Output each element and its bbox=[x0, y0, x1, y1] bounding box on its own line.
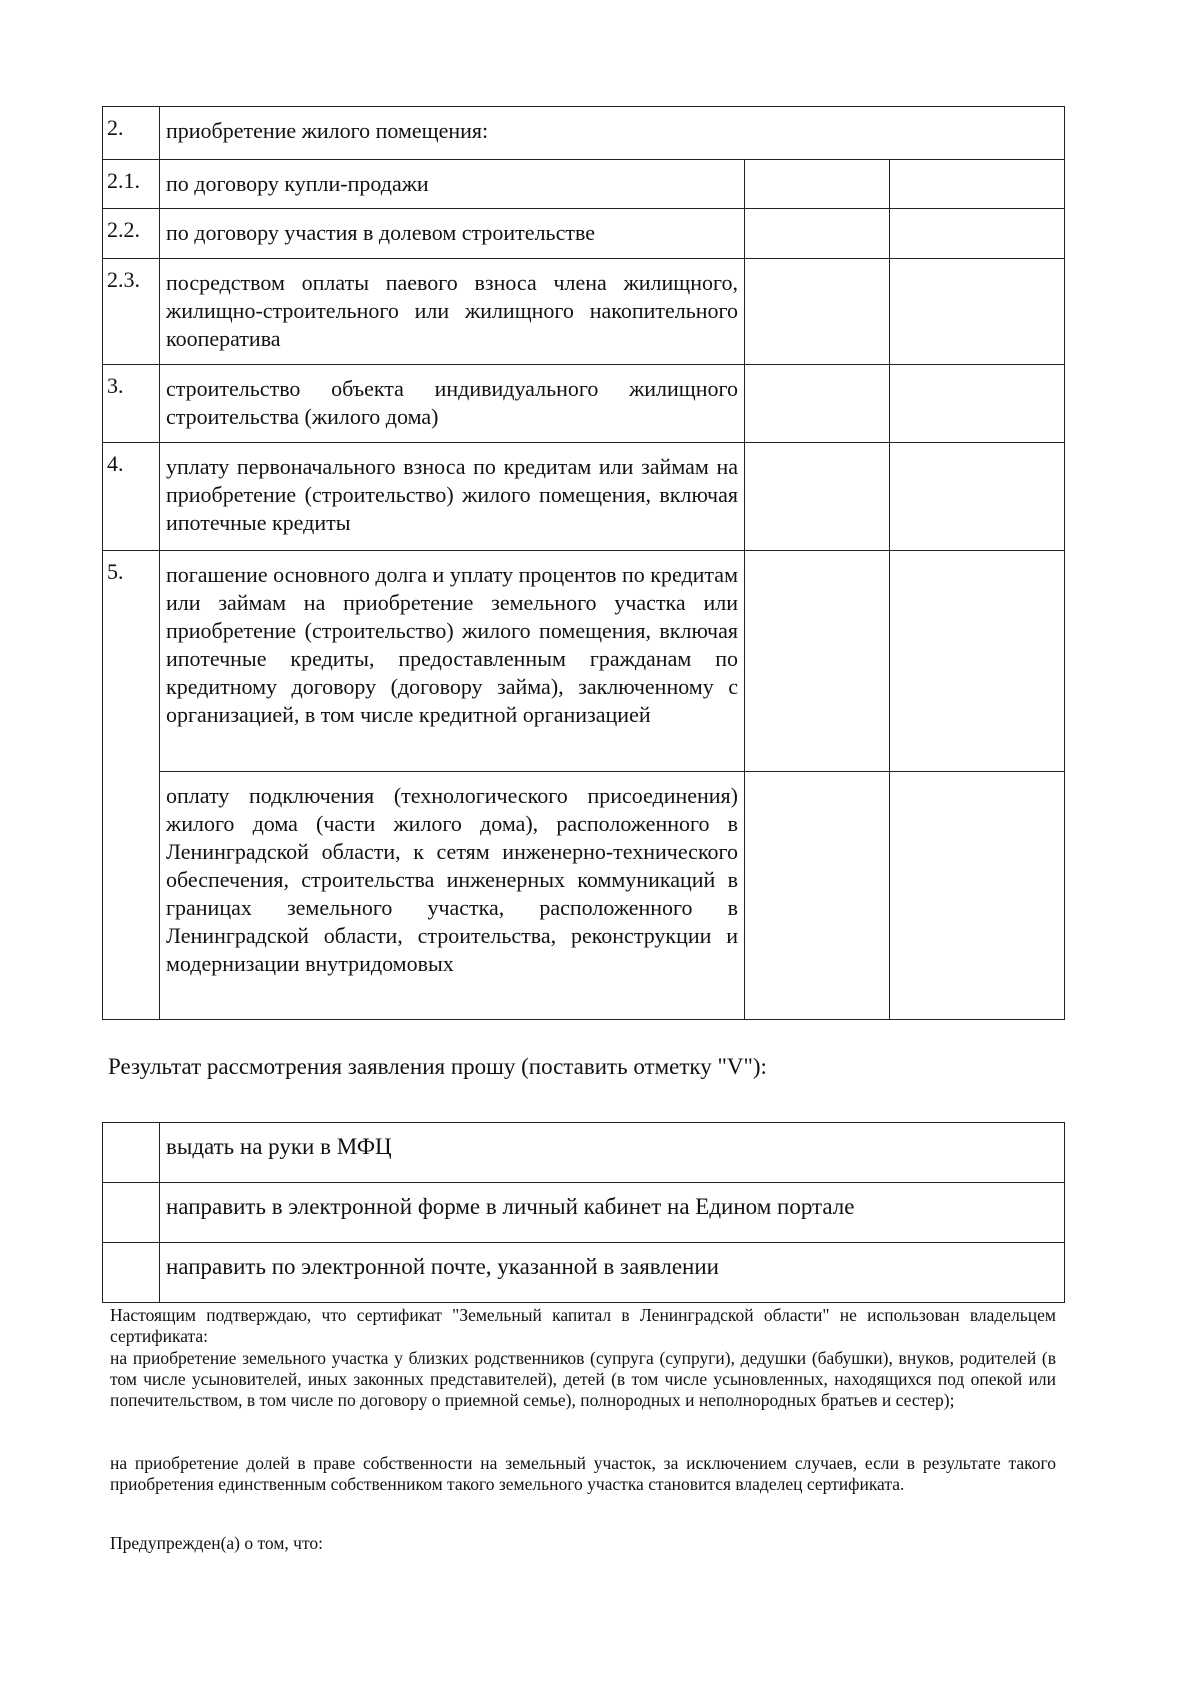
option-checkbox[interactable] bbox=[103, 1243, 160, 1303]
table-row bbox=[103, 443, 1065, 551]
table-row bbox=[103, 107, 1065, 160]
confirmation-intro: Настоящим подтверждаю, что сертификат "Земельный капитал в Ленинградской области" не использован владельцем сертификата: bbox=[110, 1305, 1056, 1346]
empty-cell[interactable] bbox=[745, 772, 890, 1020]
empty-cell[interactable] bbox=[745, 551, 890, 772]
row-number: 3. bbox=[103, 365, 160, 443]
table-row bbox=[103, 1183, 1065, 1243]
empty-cell[interactable] bbox=[745, 160, 890, 209]
table-row bbox=[103, 259, 1065, 365]
row-text: оплату подключения (технологического присоединения) жилого дома (части жилого дома), расположенного в Ленинградской области, к сетям инженерно-технического обеспечения, строительства инженерных коммуникаций в границах земельного участка, расположенного в Ленинградской области, строительства, реконструкции и модернизации внутридомовых bbox=[160, 772, 745, 1020]
empty-cell[interactable] bbox=[745, 365, 890, 443]
row-number: 2. bbox=[103, 107, 160, 160]
row-number: 4. bbox=[103, 443, 160, 551]
empty-cell[interactable] bbox=[890, 160, 1065, 209]
table-row bbox=[103, 209, 1065, 259]
empty-cell[interactable] bbox=[745, 259, 890, 365]
row-text: по договору участия в долевом строительстве bbox=[160, 209, 745, 259]
option-label: выдать на руки в МФЦ bbox=[160, 1123, 1065, 1183]
option-label: направить по электронной почте, указанной в заявлении bbox=[160, 1243, 1065, 1303]
row-number: 2.2. bbox=[103, 209, 160, 259]
empty-cell[interactable] bbox=[890, 259, 1065, 365]
option-checkbox[interactable] bbox=[103, 1123, 160, 1183]
empty-cell[interactable] bbox=[745, 443, 890, 551]
empty-cell[interactable] bbox=[890, 365, 1065, 443]
row-text: посредством оплаты паевого взноса члена жилищного, жилищно-строительного или жилищного накопительного кооператива bbox=[160, 259, 745, 365]
warning-text: Предупрежден(а) о том, что: bbox=[110, 1533, 323, 1553]
table-row bbox=[103, 160, 1065, 209]
empty-cell[interactable] bbox=[890, 772, 1065, 1020]
row-text: погашение основного долга и уплату процентов по кредитам или займам на приобретение земельного участка или приобретение (строительство) жилого помещения, включая ипотечные кредиты, предоставленным гражданам по кредитному договору (договору займа), заключенному с организацией, в том числе кредитной организацией bbox=[160, 551, 745, 772]
table-row bbox=[103, 772, 1065, 1020]
row-text: приобретение жилого помещения: bbox=[160, 107, 1065, 160]
option-label: направить в электронной форме в личный кабинет на Едином портале bbox=[160, 1183, 1065, 1243]
empty-cell[interactable] bbox=[890, 551, 1065, 772]
result-options-table bbox=[102, 1122, 1065, 1303]
empty-cell[interactable] bbox=[890, 209, 1065, 259]
table-row bbox=[103, 1243, 1065, 1303]
confirmation-item: на приобретение долей в праве собственности на земельный участок, за исключением случаев, если в результате такого приобретения единственным собственником такого земельного участка становится владелец сертификата. bbox=[110, 1453, 1056, 1494]
table-row bbox=[103, 365, 1065, 443]
purposes-table bbox=[102, 106, 1065, 1020]
empty-cell[interactable] bbox=[745, 209, 890, 259]
row-number: 2.1. bbox=[103, 160, 160, 209]
option-checkbox[interactable] bbox=[103, 1183, 160, 1243]
row-text: по договору купли-продажи bbox=[160, 160, 745, 209]
row-number: 2.3. bbox=[103, 259, 160, 365]
empty-cell[interactable] bbox=[890, 443, 1065, 551]
row-number: 5. bbox=[103, 551, 160, 1020]
confirmation-item: на приобретение земельного участка у близких родственников (супруга (супруги), дедушки (бабушки), внуков, родителей (в том числе усыновителей, иных законных представителей), детей (в том числе усыновленных, находящихся под опекой или попечительством, в том числе по договору о приемной семье), полнородных и неполнородных братьев и сестер); bbox=[110, 1348, 1056, 1410]
row-text: уплату первоначального взноса по кредитам или займам на приобретение (строительство) жилого помещения, включая ипотечные кредиты bbox=[160, 443, 745, 551]
table-row bbox=[103, 551, 1065, 772]
table-row bbox=[103, 1123, 1065, 1183]
result-heading: Результат рассмотрения заявления прошу (поставить отметку "V"): bbox=[108, 1054, 767, 1079]
row-text: строительство объекта индивидуального жилищного строительства (жилого дома) bbox=[160, 365, 745, 443]
